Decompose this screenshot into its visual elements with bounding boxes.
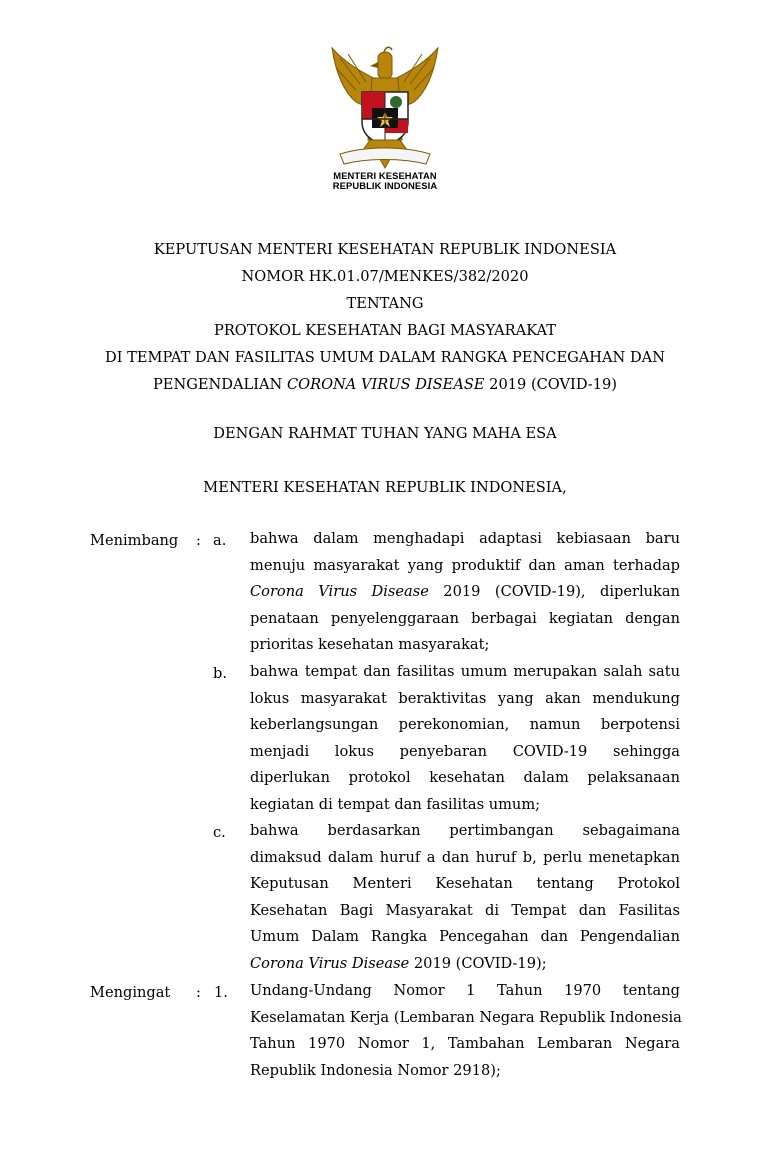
mengingat-1-line-2: Keselamatan Kerja (Lembaran Negara Republik Indonesia [250, 1008, 682, 1026]
mengingat-item-1 [250, 978, 680, 1084]
menimbang-a-line-1: bahwa dalam menghadapi adaptasi kebiasaan baru [250, 530, 680, 547]
invocation: DENGAN RAHMAT TUHAN YANG MAHA ESA [213, 425, 557, 442]
mengingat-label: Mengingat [90, 984, 171, 1001]
menimbang-c-line-2: dimaksud dalam huruf a dan huruf b, perlu menetapkan [250, 848, 680, 866]
menimbang-c-line-6-rest: 2019 (COVID-19); [409, 954, 547, 972]
menimbang-marker-b: b. [213, 665, 227, 682]
mengingat-1-line-3: Tahun 1970 Nomor 1, Tambahan Lembaran Negara [250, 1035, 680, 1053]
menimbang-b-line-2: lokus masyarakat beraktivitas yang akan mendukung [250, 689, 680, 707]
menimbang-c-line-4: Kesehatan Bagi Masyarakat di Tempat dan Fasilitas [250, 901, 680, 919]
menimbang-a-line-3-italic: Corona Virus Disease [250, 583, 429, 601]
menimbang-b-line-5: diperlukan protokol kesehatan dalam pelaksanaan [250, 769, 680, 787]
title-line-6-start: PENGENDALIAN [152, 376, 287, 393]
menimbang-a-line-3-rest: 2019 (COVID-19), diperlukan [428, 583, 680, 601]
menimbang-b-line-4: menjadi lokus penyebaran COVID-19 sehingga [250, 742, 680, 760]
emblem-caption-line-2: REPUBLIK INDONESIA [332, 180, 438, 192]
title-line-6 [90, 371, 680, 398]
menimbang-item-c [250, 818, 680, 978]
menimbang-label: Menimbang [90, 532, 179, 549]
menimbang-a-line-3 [250, 579, 680, 606]
menimbang-a-line-5: prioritas kesehatan masyarakat; [250, 636, 490, 654]
title-line-1: KEPUTUSAN MENTERI KESEHATAN REPUBLIK INDONESIA [153, 241, 617, 258]
emblem-caption-line-1: MENTERI KESEHATAN [333, 170, 437, 181]
menimbang-a-line-2: menuju masyarakat yang produktif dan aman terhadap [250, 556, 680, 574]
menimbang-c-line-3: Keputusan Menteri Kesehatan tentang Protokol [250, 875, 680, 893]
decree-title [90, 236, 680, 398]
mengingat-marker-1: 1. [214, 984, 228, 1001]
menimbang-c-line-6-italic: Corona Virus Disease [250, 954, 410, 972]
menimbang-colon: : [196, 532, 201, 549]
mengingat-1-line-1: Undang-Undang Nomor 1 Tahun 1970 tentang [250, 982, 680, 999]
menimbang-c-line-6 [250, 951, 680, 978]
title-line-3: TENTANG [346, 295, 424, 312]
emblem-caption [306, 171, 464, 192]
menimbang-a-line-4: penataan penyelenggaraan berbagai kegiatan dengan [250, 609, 680, 627]
mengingat-colon: : [196, 984, 201, 1001]
title-line-2: NOMOR HK.01.07/MENKES/382/2020 [241, 268, 529, 285]
title-line-6-italic: CORONA VIRUS DISEASE [286, 376, 485, 393]
menimbang-marker-c: c. [213, 824, 226, 841]
menimbang-item-b [250, 659, 680, 819]
menimbang-b-line-1: bahwa tempat dan fasilitas umum merupakan salah satu [250, 663, 680, 680]
menimbang-marker-a: a. [213, 532, 227, 549]
menimbang-item-a [250, 526, 680, 659]
menimbang-c-line-1: bahwa berdasarkan pertimbangan sebagaimana [250, 822, 680, 839]
garuda-emblem-icon [326, 44, 444, 172]
title-line-6-end: 2019 (COVID-19) [484, 376, 617, 393]
title-line-4: PROTOKOL KESEHATAN BAGI MASYARAKAT [214, 322, 556, 339]
authority-heading: MENTERI KESEHATAN REPUBLIK INDONESIA, [203, 479, 567, 496]
menimbang-b-line-3: keberlangsungan perekonomian, namun berpotensi [250, 716, 680, 734]
mengingat-1-line-4: Republik Indonesia Nomor 2918); [250, 1061, 501, 1079]
title-line-5: DI TEMPAT DAN FASILITAS UMUM DALAM RANGKA PENCEGAHAN DAN [105, 349, 665, 366]
menimbang-c-line-5: Umum Dalam Rangka Pencegahan dan Pengendalian [250, 928, 680, 946]
menimbang-b-line-6: kegiatan di tempat dan fasilitas umum; [250, 795, 541, 813]
